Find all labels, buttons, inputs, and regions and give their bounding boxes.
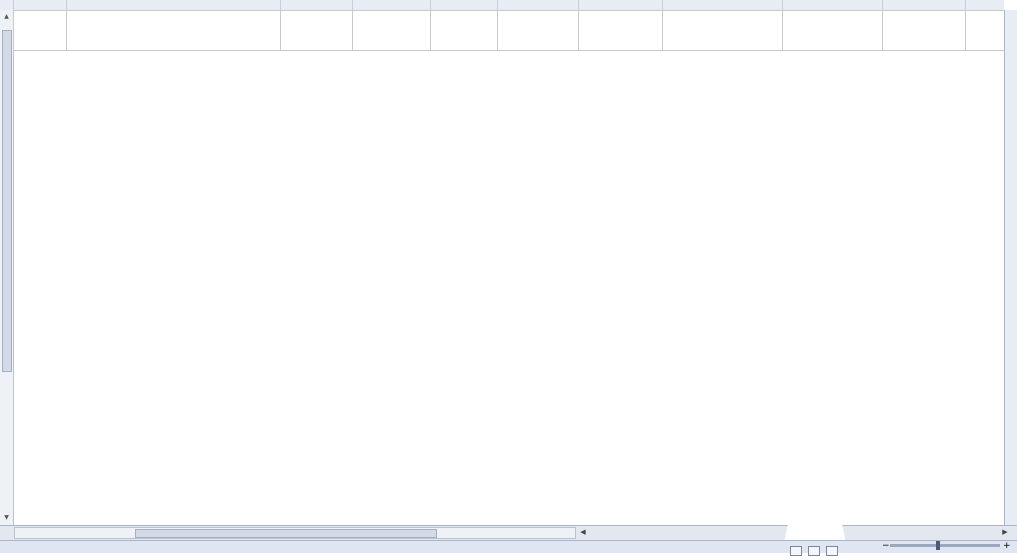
normal-view-icon[interactable] (790, 546, 802, 556)
col-header-g[interactable] (430, 0, 498, 10)
sheet-nav-next-icon[interactable]: ▶ (1002, 528, 1008, 536)
col-header-d[interactable] (662, 0, 783, 10)
col-header-i[interactable] (280, 0, 353, 10)
header-beneficiaries[interactable] (431, 11, 498, 51)
watermark-logo (940, 485, 1010, 525)
zoom-out-icon[interactable]: − (882, 541, 890, 551)
header-time-place[interactable] (498, 11, 579, 51)
col-header-f[interactable] (497, 0, 579, 10)
tab-december[interactable] (610, 526, 680, 540)
header-row (14, 11, 1005, 51)
tab-october[interactable] (738, 526, 786, 540)
scroll-up-icon[interactable]: ▲ (4, 13, 9, 20)
header-names[interactable] (67, 11, 281, 51)
status-bar (0, 540, 1017, 553)
zoom-slider-knob[interactable] (936, 541, 940, 550)
scroll-down-icon[interactable]: ▼ (4, 514, 9, 521)
zoom-in-icon[interactable]: + (1003, 541, 1011, 551)
tab-july[interactable] (930, 526, 986, 540)
col-header-b[interactable] (882, 0, 966, 10)
col-header-a[interactable] (965, 0, 1005, 10)
header-committee[interactable] (579, 11, 663, 51)
header-details[interactable] (663, 11, 783, 51)
zoom-slider[interactable] (890, 544, 1000, 547)
sheet-tabs (590, 525, 990, 541)
header-date[interactable] (966, 11, 1005, 51)
scroll-thumb[interactable] (2, 30, 12, 372)
tab-august[interactable] (866, 526, 932, 540)
page-break-icon[interactable] (826, 546, 838, 556)
col-header-k[interactable] (13, 0, 67, 10)
view-mode-buttons (790, 541, 850, 551)
page-layout-icon[interactable] (808, 546, 820, 556)
tab-november[interactable] (680, 526, 738, 540)
col-header-e[interactable] (578, 0, 663, 10)
col-header-j[interactable] (66, 0, 281, 10)
data-grid (13, 10, 1005, 51)
header-volunteers-count[interactable] (353, 11, 431, 51)
row-headers (1004, 10, 1017, 525)
col-header-h[interactable] (352, 0, 431, 10)
header-activity[interactable] (783, 11, 883, 51)
header-day[interactable] (883, 11, 966, 51)
vertical-scrollbar[interactable] (0, 10, 14, 525)
sheet-nav-prev-icon[interactable]: ◀ (580, 528, 586, 536)
col-header-c[interactable] (782, 0, 883, 10)
header-empty[interactable] (14, 11, 67, 51)
header-volunteers-total[interactable] (281, 11, 353, 51)
horizontal-scrollbar[interactable] (14, 527, 576, 539)
hscroll-thumb[interactable] (135, 529, 437, 538)
